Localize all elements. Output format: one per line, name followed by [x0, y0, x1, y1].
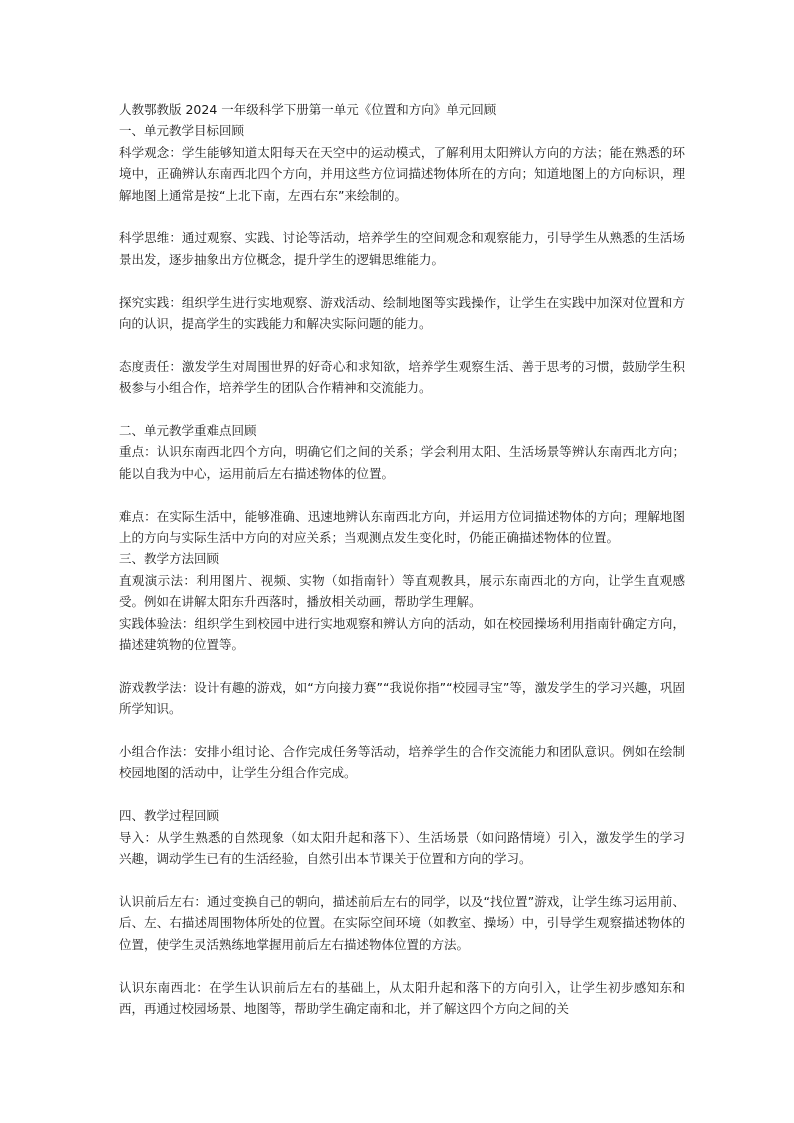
paragraph-demonstration-method: 直观演示法：利用图片、视频、实物（如指南针）等直观教具，展示东南西北的方向，让学生直观感受。例如在讲解太阳东升西落时，播放相关动画，帮助学生理解。 — [119, 572, 685, 610]
document-page — [119, 99, 685, 1019]
paragraph-gap — [119, 206, 685, 227]
paragraph-key-points: 重点：认识东南西北四个方向，明确它们之间的关系；学会利用太阳、生活场景等辨认东南西北方向；能以自我为中心，运用前后左右描述物体的位置。 — [119, 444, 685, 481]
section-heading-methods: 三、教学方法回顾 — [119, 551, 220, 567]
paragraph-science-concept: 科学观念：学生能够知道太阳每天在天空中的运动模式，了解利用太阳辨认方向的方法；能在熟悉的环境中，正确辨认东南西北四个方向，并用这些方位词描述物体所在的方向；知道地图上的方向标识，理解地图上通常是按“上北下南，左西右东”来绘制的。 — [119, 144, 685, 203]
paragraph-front-back-left-right: 认识前后左右：通过变换自己的朝向，描述前后左右的同学，以及“找位置”游戏，让学生练习运用前、后、左、右描述周围物体所处的位置。在实际空间环境（如教室、操场）中，引导学生观察描述物体的位置，使学生灵活熟练地掌握用前后左右描述物体位置的方法。 — [119, 893, 685, 952]
section-heading-goals: 一、单元教学目标回顾 — [119, 123, 245, 139]
document-title: 人教鄂教版 2024 一年级科学下册第一单元《位置和方向》单元回顾 — [119, 102, 497, 117]
paragraph-gap — [119, 870, 685, 891]
paragraph-science-thinking: 科学思维：通过观察、实践、讨论等活动，培养学生的空间观念和观察能力，引导学生从熟悉的生活场景出发，逐步抽象出方位概念，提升学生的逻辑思维能力。 — [119, 230, 685, 267]
paragraph-gap — [119, 784, 685, 805]
paragraph-game-method: 游戏教学法：设计有趣的游戏，如“方向接力赛”“我说你指”“校园寻宝”等，激发学生的学习兴趣，巩固所学知识。 — [119, 679, 685, 717]
section-heading-process: 四、教学过程回顾 — [119, 808, 220, 824]
paragraph-inquiry-practice: 探究实践：组织学生进行实地观察、游戏活动、绘制地图等实践操作，让学生在实践中加深对位置和方向的认识，提高学生的实践能力和解决实际问题的能力。 — [119, 294, 685, 332]
paragraph-gap — [119, 399, 685, 420]
paragraph-gap — [119, 720, 685, 741]
paragraph-gap — [119, 955, 685, 976]
section-heading-key-points: 二、单元教学重难点回顾 — [119, 423, 257, 439]
paragraph-gap — [119, 270, 685, 291]
paragraph-practice-method: 实践体验法：组织学生到校园中进行实地观察和辨认方向的活动，如在校园操场利用指南针确定方向，描述建筑物的位置等。 — [119, 615, 685, 653]
paragraph-cardinal-directions: 认识东南西北：在学生认识前后左右的基础上，从太阳升起和落下的方向引入，让学生初步感知东和西，再通过校园场景、地图等，帮助学生确定南和北，并了解这四个方向之间的关 — [119, 979, 685, 1016]
paragraph-attitude: 态度责任：激发学生对周围世界的好奇心和求知欲，培养学生观察生活、善于思考的习惯，鼓励学生积极参与小组合作，培养学生的团队合作精神和交流能力。 — [119, 358, 685, 396]
paragraph-gap — [119, 484, 685, 505]
paragraph-difficulties: 难点：在实际生活中，能够准确、迅速地辨认东南西北方向，并运用方位词描述物体的方向；理解地图上的方向与实际生活中方向的对应关系；当观测点发生变化时，仍能正确描述物体的位置。 — [119, 508, 685, 546]
paragraph-gap — [119, 655, 685, 676]
paragraph-group-method: 小组合作法：安排小组讨论、合作完成任务等活动，培养学生的合作交流能力和团队意识。例如在绘制校园地图的活动中，让学生分组合作完成。 — [119, 744, 685, 781]
paragraph-gap — [119, 334, 685, 355]
paragraph-introduction: 导入：从学生熟悉的自然现象（如太阳升起和落下）、生活场景（如问路情境）引入，激发学生的学习兴趣，调动学生已有的生活经验，自然引出本节课关于位置和方向的学习。 — [119, 829, 685, 867]
